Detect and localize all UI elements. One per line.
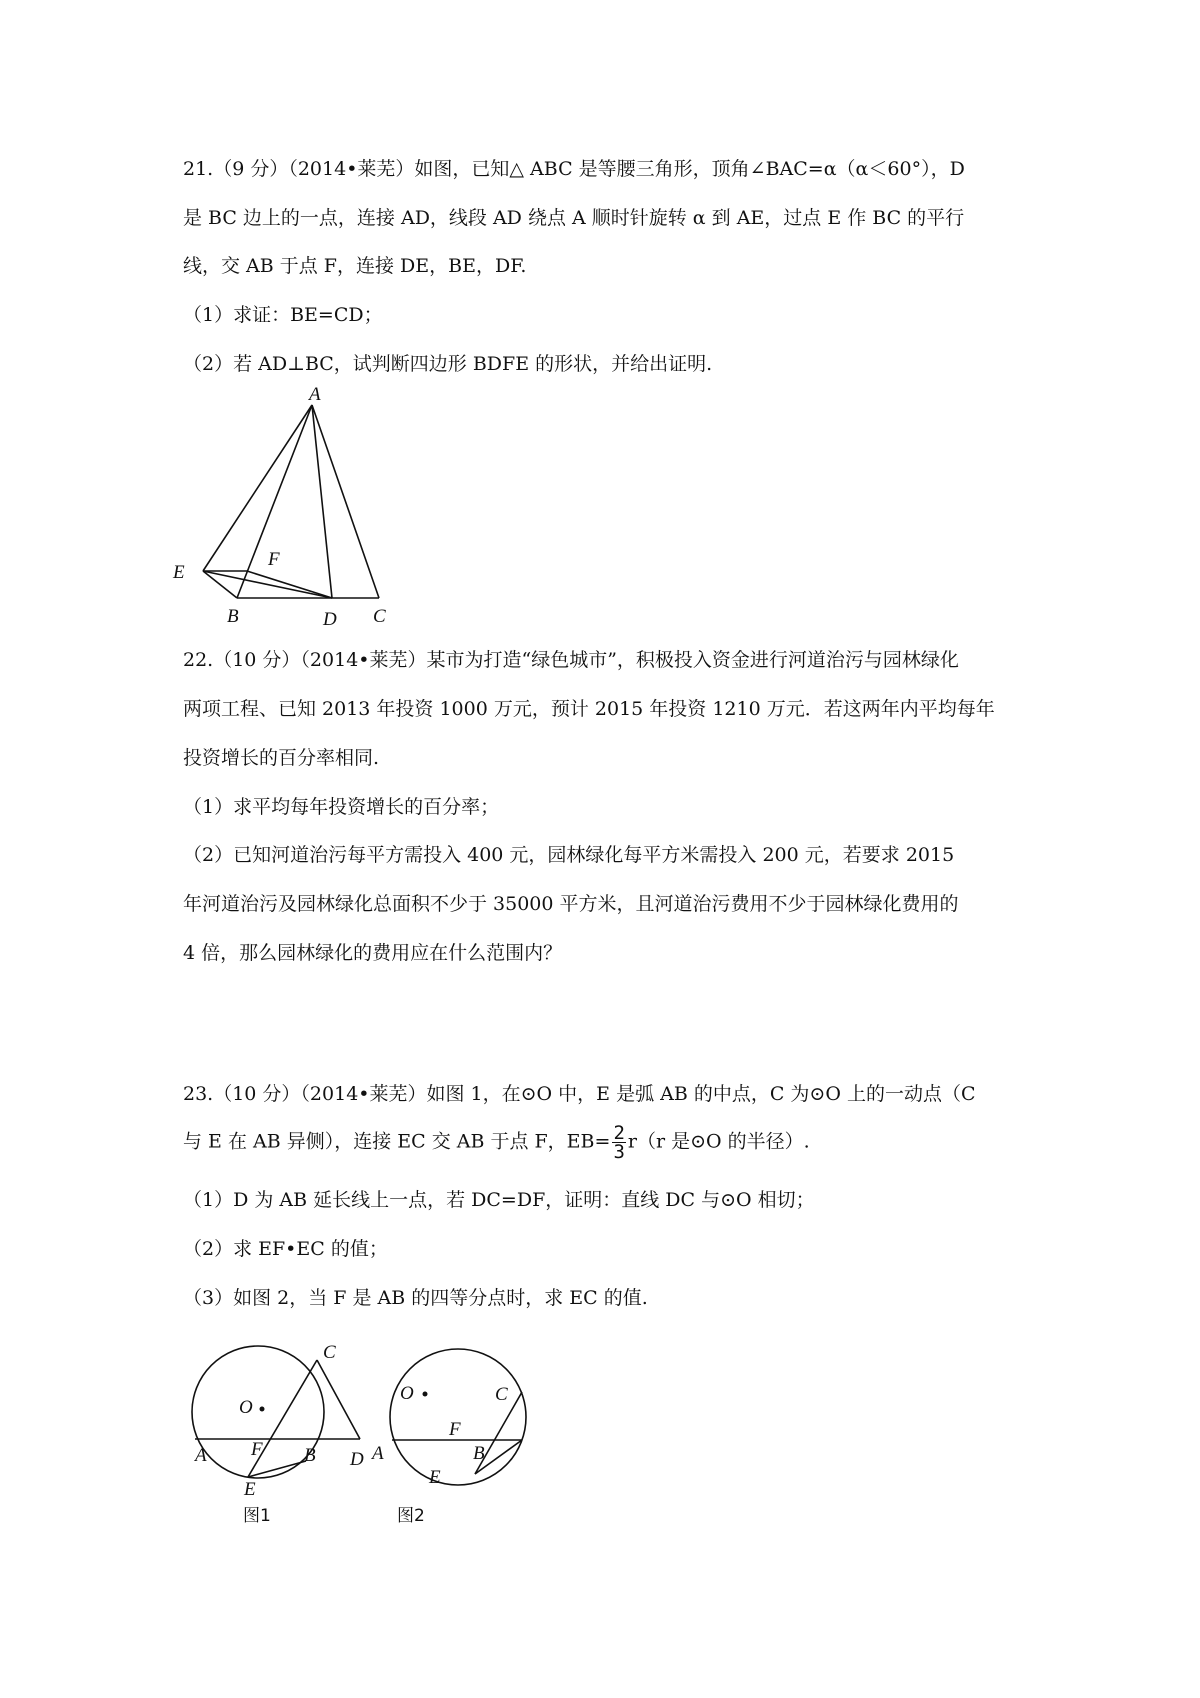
label-e: E: [244, 1479, 256, 1500]
p22-subquestion-2-line-1: （2）已知河道治污每平方需投入 400 元，园林绿化每平方米需投入 200 元，若要求 2015: [183, 844, 955, 866]
figure-1-caption: 图1: [243, 1506, 271, 1526]
figure-2-caption: 图2: [397, 1506, 425, 1526]
p22-subquestion-1: （1）求平均每年投资增长的百分率；: [183, 796, 500, 818]
label-e: E: [429, 1467, 441, 1488]
center-dot: [260, 1407, 265, 1412]
p21-line-1: 21.（9 分）（2014•莱芜）如图，已知△ ABC 是等腰三角形，顶角∠BAC=α（α＜60°），D: [183, 158, 965, 180]
p21-line-2: 是 BC 边上的一点，连接 AD，线段 AD 绕点 A 顺时针旋转 α 到 AE，过点 E 作 BC 的平行: [183, 207, 965, 229]
label-a: A: [195, 1445, 207, 1466]
p22-subquestion-2-line-3: 4 倍，那么园林绿化的费用应在什么范围内？: [183, 942, 563, 964]
fraction-two-thirds: [612, 1124, 625, 1161]
label-e: E: [173, 562, 185, 583]
p22-subquestion-2-line-2: 年河道治污及园林绿化总面积不少于 35000 平方米，且河道治污费用不少于园林绿化费用的: [183, 893, 959, 915]
label-f: F: [449, 1419, 461, 1440]
label-o: O: [400, 1383, 414, 1404]
label-a: A: [309, 384, 321, 405]
label-d: D: [350, 1449, 364, 1470]
p23-line-2: [183, 1124, 810, 1161]
fraction-numerator: 2: [613, 1122, 625, 1144]
label-a: A: [372, 1443, 384, 1464]
p23-figure-2: [372, 1325, 570, 1530]
segment-ed: [203, 571, 332, 598]
p22-line-2: 两项工程、已知 2013 年投资 1000 万元，预计 2015 年投资 1210 万元．若这两年内平均每年: [183, 698, 995, 720]
p23-line-2-before: 与 E 在 AB 异侧），连接 EC 交 AB 于点 F，EB=: [183, 1130, 611, 1153]
p21-line-3: 线，交 AB 于点 F，连接 DE，BE，DF.: [183, 255, 527, 277]
label-o: O: [239, 1397, 253, 1418]
p21-subquestion-2: （2）若 AD⊥BC，试判断四边形 BDFE 的形状，并给出证明.: [183, 353, 713, 375]
p21-triangle-figure: [170, 385, 390, 630]
p23-subquestion-2: （2）求 EF•EC 的值；: [183, 1238, 388, 1260]
label-b: B: [304, 1445, 316, 1466]
p23-line-2-after: r（r 是⊙O 的半径）.: [627, 1130, 810, 1153]
label-c: C: [373, 606, 386, 627]
center-dot: [423, 1392, 428, 1397]
p21-subquestion-1: （1）求证：BE=CD；: [183, 304, 383, 326]
p23-subquestion-1: （1）D 为 AB 延长线上一点，若 DC=DF，证明：直线 DC 与⊙O 相切；: [183, 1189, 815, 1211]
p22-line-3: 投资增长的百分率相同.: [183, 747, 380, 769]
label-b: B: [227, 606, 239, 627]
label-b: B: [473, 1443, 485, 1464]
p23-line-1: 23.（10 分）（2014•莱芜）如图 1，在⊙O 中，E 是弧 AB 的中点，C 为⊙O 上的一动点（C: [183, 1083, 976, 1105]
p23-figure-1: [180, 1325, 380, 1525]
segment-fd: [247, 571, 332, 598]
label-d: D: [323, 609, 337, 630]
p22-line-1: 22.（10 分）（2014•莱芜）某市为打造“绿色城市”，积极投入资金进行河道治污与园林绿化: [183, 649, 959, 671]
circle-o: [390, 1349, 526, 1485]
label-f: F: [251, 1439, 263, 1460]
label-f: F: [268, 549, 280, 570]
label-c: C: [495, 1384, 508, 1405]
label-c: C: [323, 1342, 336, 1363]
fraction-denominator: 3: [613, 1141, 625, 1163]
p23-subquestion-3: （3）如图 2，当 F 是 AB 的四等分点时，求 EC 的值.: [183, 1287, 648, 1309]
